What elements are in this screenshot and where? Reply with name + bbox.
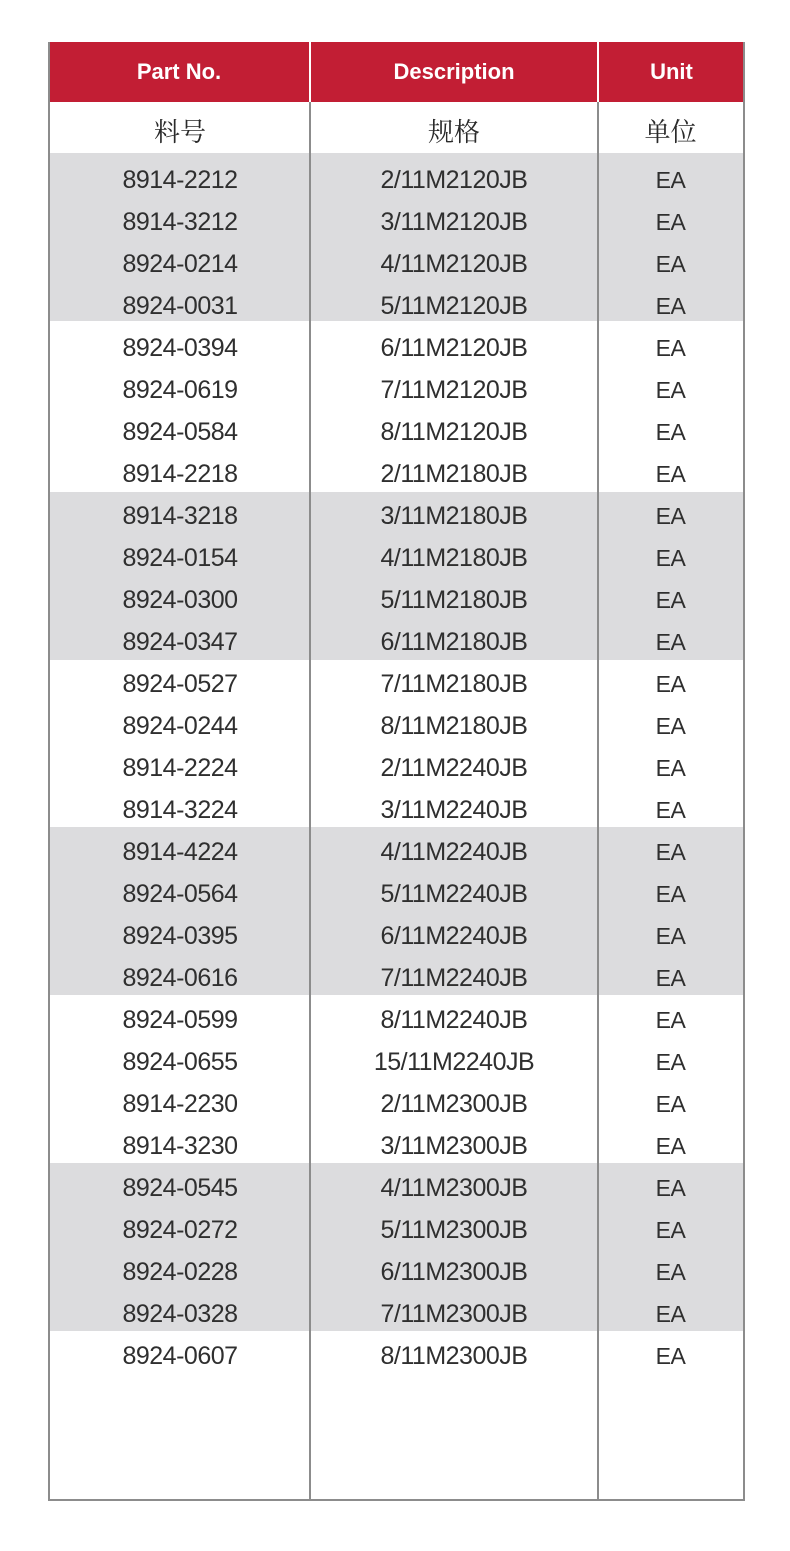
description-cell: 5/11M2300JB: [380, 1216, 528, 1244]
unit-cell: EA: [655, 293, 686, 319]
header-description: Description: [393, 59, 515, 84]
table-row: [48, 1209, 745, 1251]
table-row: [48, 747, 745, 789]
description-cell: 4/11M2240JB: [380, 838, 528, 866]
unit-cell: EA: [655, 1259, 686, 1285]
part-number-cell: 8924-0564: [122, 880, 238, 908]
unit-cell: EA: [655, 1301, 686, 1327]
description-cell: 6/11M2180JB: [380, 628, 528, 656]
description-cell: 8/11M2300JB: [380, 1342, 528, 1370]
table-row: [48, 621, 745, 663]
description-cell: 7/11M2240JB: [380, 964, 528, 992]
part-number-cell: 8924-0272: [122, 1216, 238, 1244]
table-row: [48, 831, 745, 873]
part-number-cell: 8924-0031: [122, 292, 238, 320]
unit-cell: EA: [655, 419, 686, 445]
table-row: [48, 327, 745, 369]
table-row: [48, 915, 745, 957]
description-cell: 7/11M2180JB: [380, 670, 528, 698]
description-cell: 8/11M2240JB: [380, 1006, 528, 1034]
part-number-cell: 8914-2218: [122, 460, 238, 488]
description-cell: 4/11M2300JB: [380, 1174, 528, 1202]
unit-cell: EA: [655, 1091, 686, 1117]
unit-cell: EA: [655, 629, 686, 655]
unit-cell: EA: [655, 923, 686, 949]
table-row: [48, 999, 745, 1041]
description-cell: 8/11M2180JB: [380, 712, 528, 740]
table-row: [48, 873, 745, 915]
unit-cell: EA: [655, 1217, 686, 1243]
unit-cell: EA: [655, 335, 686, 361]
description-cell: 7/11M2120JB: [380, 376, 528, 404]
part-number-cell: 8914-4224: [122, 838, 238, 866]
description-cell: 5/11M2120JB: [380, 292, 528, 320]
description-cell: 2/11M2180JB: [380, 460, 528, 488]
table-row: [48, 579, 745, 621]
part-number-cell: 8924-0545: [122, 1174, 238, 1202]
table-row: [48, 453, 745, 495]
part-number-cell: 8914-2224: [122, 754, 238, 782]
table-row: [48, 663, 745, 705]
table-row: [48, 1335, 745, 1377]
part-number-cell: 8924-0655: [122, 1048, 238, 1076]
part-number-cell: 8914-3224: [122, 796, 238, 824]
part-number-cell: 8924-0347: [122, 628, 238, 656]
unit-cell: EA: [655, 1049, 686, 1075]
unit-cell: EA: [655, 965, 686, 991]
table-row: [48, 705, 745, 747]
subheader-part-no: 料号: [153, 117, 206, 147]
unit-cell: EA: [655, 377, 686, 403]
table-row: [48, 285, 745, 327]
unit-cell: EA: [655, 503, 686, 529]
description-cell: 7/11M2300JB: [380, 1300, 528, 1328]
part-number-cell: 8924-0527: [122, 670, 238, 698]
header-unit: Unit: [650, 59, 693, 84]
table-row: [48, 537, 745, 579]
unit-cell: EA: [655, 797, 686, 823]
header-divider: [597, 42, 599, 102]
part-number-cell: 8924-0154: [122, 544, 238, 572]
unit-cell: EA: [655, 713, 686, 739]
unit-cell: EA: [655, 881, 686, 907]
table-row: [48, 369, 745, 411]
part-number-cell: 8924-0394: [122, 334, 238, 362]
description-cell: 2/11M2240JB: [380, 754, 528, 782]
unit-cell: EA: [655, 587, 686, 613]
unit-cell: EA: [655, 671, 686, 697]
table-border-bottom: [48, 1499, 745, 1501]
part-number-cell: 8924-0328: [122, 1300, 238, 1328]
unit-cell: EA: [655, 1343, 686, 1369]
part-number-cell: 8924-0584: [122, 418, 238, 446]
unit-cell: EA: [655, 167, 686, 193]
part-number-cell: 8914-3212: [122, 208, 238, 236]
description-cell: 2/11M2300JB: [380, 1090, 528, 1118]
part-number-cell: 8914-3218: [122, 502, 238, 530]
unit-cell: EA: [655, 545, 686, 571]
table-row: [48, 1251, 745, 1293]
description-cell: 4/11M2180JB: [380, 544, 528, 572]
part-number-cell: 8924-0599: [122, 1006, 238, 1034]
unit-cell: EA: [655, 251, 686, 277]
table-row: [48, 1293, 745, 1335]
unit-cell: EA: [655, 461, 686, 487]
unit-cell: EA: [655, 1133, 686, 1159]
description-cell: 2/11M2120JB: [380, 166, 528, 194]
description-cell: 6/11M2120JB: [380, 334, 528, 362]
description-cell: 3/11M2300JB: [380, 1132, 528, 1160]
description-cell: 8/11M2120JB: [380, 418, 528, 446]
part-number-cell: 8924-0607: [122, 1342, 238, 1370]
table-header: [48, 42, 745, 102]
description-cell: 5/11M2240JB: [380, 880, 528, 908]
unit-cell: EA: [655, 1175, 686, 1201]
table-row: [48, 243, 745, 285]
description-cell: 15/11M2240JB: [373, 1048, 535, 1076]
table-row: [48, 789, 745, 831]
table-row: [48, 957, 745, 999]
table-row: [48, 411, 745, 453]
part-number-cell: 8924-0214: [122, 250, 238, 278]
part-number-cell: 8914-3230: [122, 1132, 238, 1160]
part-number-cell: 8924-0395: [122, 922, 238, 950]
header-divider: [309, 42, 311, 102]
part-number-cell: 8924-0616: [122, 964, 238, 992]
part-number-cell: 8924-0300: [122, 586, 238, 614]
description-cell: 3/11M2180JB: [380, 502, 528, 530]
description-cell: 3/11M2120JB: [380, 208, 528, 236]
table-row: [48, 201, 745, 243]
table-row: [48, 159, 745, 201]
header-part-no: Part No.: [136, 59, 222, 84]
part-number-cell: 8924-0228: [122, 1258, 238, 1286]
table-row: [48, 1041, 745, 1083]
part-number-cell: 8914-2212: [122, 166, 238, 194]
description-cell: 4/11M2120JB: [380, 250, 528, 278]
description-cell: 5/11M2180JB: [380, 586, 528, 614]
table-row: [48, 495, 745, 537]
parts-table: [48, 42, 745, 1501]
subheader-description: 规格: [427, 117, 480, 147]
description-cell: 6/11M2300JB: [380, 1258, 528, 1286]
part-number-cell: 8924-0244: [122, 712, 238, 740]
table-row: [48, 1083, 745, 1125]
part-number-cell: 8924-0619: [122, 376, 238, 404]
unit-cell: EA: [655, 839, 686, 865]
unit-cell: EA: [655, 1007, 686, 1033]
description-cell: 6/11M2240JB: [380, 922, 528, 950]
part-number-cell: 8914-2230: [122, 1090, 238, 1118]
table-row: [48, 1125, 745, 1167]
unit-cell: EA: [655, 755, 686, 781]
description-cell: 3/11M2240JB: [380, 796, 528, 824]
subheader-unit: 单位: [644, 117, 697, 147]
unit-cell: EA: [655, 209, 686, 235]
table-row: [48, 1167, 745, 1209]
